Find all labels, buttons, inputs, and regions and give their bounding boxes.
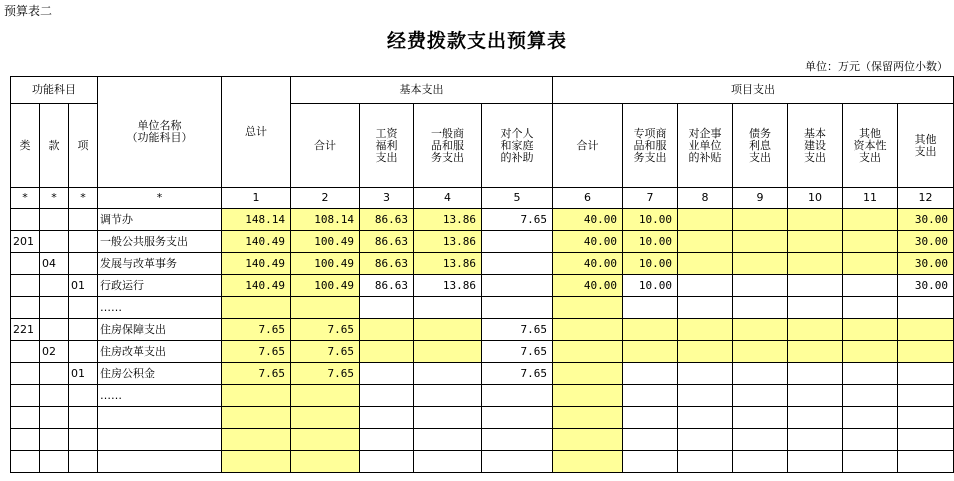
- unit-name-cell: 住房改革支出: [98, 341, 222, 363]
- goods-services-cell: 13.86: [414, 275, 482, 297]
- unit-name-cell: 发展与改革事务: [98, 253, 222, 275]
- header-xiang: 项: [69, 104, 98, 188]
- special-goods-cell: 10.00: [623, 253, 678, 275]
- column-index-cell: 8: [678, 188, 733, 209]
- enterprise-subsidy-cell: [678, 407, 733, 429]
- kuan-cell: [40, 363, 69, 385]
- project-total-cell: [553, 429, 623, 451]
- personal-subsidy-cell: [482, 451, 553, 473]
- column-index-cell: 5: [482, 188, 553, 209]
- special-goods-cell: [623, 451, 678, 473]
- construction-cell: [788, 231, 843, 253]
- other-expense-cell: [898, 385, 954, 407]
- personal-subsidy-cell: [482, 231, 553, 253]
- construction-cell: [788, 407, 843, 429]
- xiang-cell: 01: [69, 363, 98, 385]
- kuan-cell: [40, 297, 69, 319]
- header-basic-col: 一般商 品和服 务支出: [414, 104, 482, 188]
- other-expense-cell: [898, 429, 954, 451]
- kuan-cell: [40, 429, 69, 451]
- personal-subsidy-cell: [482, 429, 553, 451]
- column-index-cell: 3: [360, 188, 414, 209]
- header-func-subject: 功能科目: [11, 77, 98, 104]
- enterprise-subsidy-cell: [678, 451, 733, 473]
- unit-name-cell: [98, 451, 222, 473]
- goods-services-cell: 13.86: [414, 253, 482, 275]
- project-total-cell: 40.00: [553, 209, 623, 231]
- kuan-cell: 04: [40, 253, 69, 275]
- other-capital-cell: [843, 363, 898, 385]
- basic-total-cell: [291, 385, 360, 407]
- construction-cell: [788, 209, 843, 231]
- unit-name-cell: 住房保障支出: [98, 319, 222, 341]
- basic-total-cell: 100.49: [291, 253, 360, 275]
- other-capital-cell: [843, 319, 898, 341]
- special-goods-cell: 10.00: [623, 209, 678, 231]
- personal-subsidy-cell: [482, 297, 553, 319]
- column-index-cell: 11: [843, 188, 898, 209]
- debt-interest-cell: [733, 231, 788, 253]
- table-row: [11, 275, 954, 297]
- basic-total-cell: 7.65: [291, 319, 360, 341]
- personal-subsidy-cell: 7.65: [482, 209, 553, 231]
- xiang-cell: [69, 385, 98, 407]
- project-total-cell: [553, 407, 623, 429]
- xiang-cell: [69, 341, 98, 363]
- personal-subsidy-cell: [482, 407, 553, 429]
- personal-subsidy-cell: [482, 385, 553, 407]
- table-row: [11, 341, 954, 363]
- column-index-cell: 2: [291, 188, 360, 209]
- table-row: [11, 209, 954, 231]
- goods-services-cell: [414, 341, 482, 363]
- construction-cell: [788, 297, 843, 319]
- special-goods-cell: [623, 363, 678, 385]
- debt-interest-cell: [733, 209, 788, 231]
- kuan-cell: [40, 451, 69, 473]
- kuan-cell: [40, 209, 69, 231]
- column-index-cell: 1: [222, 188, 291, 209]
- salary-cell: 86.63: [360, 209, 414, 231]
- goods-services-cell: [414, 451, 482, 473]
- total-cell: [222, 297, 291, 319]
- special-goods-cell: 10.00: [623, 275, 678, 297]
- unit-name-cell: 住房公积金: [98, 363, 222, 385]
- column-index-cell: *: [98, 188, 222, 209]
- other-capital-cell: [843, 429, 898, 451]
- header-project-col: 对企事 业单位 的补贴: [678, 104, 733, 188]
- xiang-cell: [69, 297, 98, 319]
- enterprise-subsidy-cell: [678, 275, 733, 297]
- goods-services-cell: [414, 407, 482, 429]
- salary-cell: [360, 341, 414, 363]
- construction-cell: [788, 319, 843, 341]
- special-goods-cell: 10.00: [623, 231, 678, 253]
- debt-interest-cell: [733, 253, 788, 275]
- construction-cell: [788, 253, 843, 275]
- header-total: 总计: [222, 77, 291, 188]
- other-capital-cell: [843, 451, 898, 473]
- table-row: [11, 319, 954, 341]
- lei-cell: [11, 275, 40, 297]
- goods-services-cell: [414, 385, 482, 407]
- xiang-cell: [69, 253, 98, 275]
- kuan-cell: [40, 385, 69, 407]
- kuan-cell: 02: [40, 341, 69, 363]
- goods-services-cell: [414, 429, 482, 451]
- enterprise-subsidy-cell: [678, 429, 733, 451]
- project-total-cell: [553, 451, 623, 473]
- other-capital-cell: [843, 209, 898, 231]
- header-project-col: 合计: [553, 104, 623, 188]
- kuan-cell: [40, 407, 69, 429]
- basic-total-cell: [291, 451, 360, 473]
- budget-table: [10, 76, 954, 473]
- salary-cell: [360, 385, 414, 407]
- xiang-cell: [69, 451, 98, 473]
- debt-interest-cell: [733, 297, 788, 319]
- xiang-cell: [69, 231, 98, 253]
- header-project-col: 其他 支出: [898, 104, 954, 188]
- table-row: [11, 297, 954, 319]
- total-cell: [222, 451, 291, 473]
- xiang-cell: 01: [69, 275, 98, 297]
- basic-total-cell: [291, 297, 360, 319]
- enterprise-subsidy-cell: [678, 319, 733, 341]
- kuan-cell: [40, 275, 69, 297]
- debt-interest-cell: [733, 319, 788, 341]
- project-total-cell: 40.00: [553, 231, 623, 253]
- other-capital-cell: [843, 275, 898, 297]
- header-project-col: 基本 建设 支出: [788, 104, 843, 188]
- kuan-cell: [40, 231, 69, 253]
- lei-cell: 201: [11, 231, 40, 253]
- header-unit-name: 单位名称 （功能科目）: [98, 77, 222, 188]
- goods-services-cell: 13.86: [414, 209, 482, 231]
- construction-cell: [788, 363, 843, 385]
- header-project-col: 债务 利息 支出: [733, 104, 788, 188]
- header-basic: 基本支出: [291, 77, 553, 104]
- special-goods-cell: [623, 319, 678, 341]
- other-capital-cell: [843, 341, 898, 363]
- special-goods-cell: [623, 429, 678, 451]
- lei-cell: [11, 297, 40, 319]
- unit-name-cell: 行政运行: [98, 275, 222, 297]
- debt-interest-cell: [733, 275, 788, 297]
- header-basic-col: 工资 福利 支出: [360, 104, 414, 188]
- salary-cell: [360, 363, 414, 385]
- project-total-cell: [553, 341, 623, 363]
- enterprise-subsidy-cell: [678, 253, 733, 275]
- enterprise-subsidy-cell: [678, 231, 733, 253]
- lei-cell: [11, 209, 40, 231]
- column-index-cell: 9: [733, 188, 788, 209]
- enterprise-subsidy-cell: [678, 363, 733, 385]
- header-kuan: 款: [40, 104, 69, 188]
- basic-total-cell: 7.65: [291, 341, 360, 363]
- column-index-cell: *: [11, 188, 40, 209]
- enterprise-subsidy-cell: [678, 209, 733, 231]
- personal-subsidy-cell: 7.65: [482, 319, 553, 341]
- total-cell: 148.14: [222, 209, 291, 231]
- basic-total-cell: [291, 429, 360, 451]
- unit-name-cell: 调节办: [98, 209, 222, 231]
- lei-cell: [11, 253, 40, 275]
- header-project-col: 其他 资本性 支出: [843, 104, 898, 188]
- lei-cell: [11, 385, 40, 407]
- goods-services-cell: [414, 297, 482, 319]
- total-cell: 7.65: [222, 319, 291, 341]
- xiang-cell: [69, 407, 98, 429]
- document-label: 预算表二: [4, 4, 53, 18]
- column-index-cell: *: [69, 188, 98, 209]
- total-cell: 140.49: [222, 231, 291, 253]
- total-cell: 7.65: [222, 341, 291, 363]
- basic-total-cell: 100.49: [291, 275, 360, 297]
- salary-cell: 86.63: [360, 231, 414, 253]
- basic-total-cell: [291, 407, 360, 429]
- column-index-cell: 6: [553, 188, 623, 209]
- debt-interest-cell: [733, 407, 788, 429]
- other-capital-cell: [843, 297, 898, 319]
- lei-cell: [11, 407, 40, 429]
- table-row: [11, 429, 954, 451]
- unit-name-cell: [98, 429, 222, 451]
- special-goods-cell: [623, 297, 678, 319]
- header-basic-col: 对个人 和家庭 的补助: [482, 104, 553, 188]
- salary-cell: [360, 297, 414, 319]
- other-capital-cell: [843, 253, 898, 275]
- salary-cell: [360, 407, 414, 429]
- header-lei: 类: [11, 104, 40, 188]
- other-expense-cell: [898, 341, 954, 363]
- page-title: 经费拨款支出预算表: [386, 30, 567, 52]
- header-project-col: 专项商 品和服 务支出: [623, 104, 678, 188]
- xiang-cell: [69, 429, 98, 451]
- other-capital-cell: [843, 407, 898, 429]
- total-cell: [222, 429, 291, 451]
- salary-cell: [360, 451, 414, 473]
- kuan-cell: [40, 319, 69, 341]
- project-total-cell: [553, 319, 623, 341]
- table-row: [11, 231, 954, 253]
- project-total-cell: 40.00: [553, 275, 623, 297]
- header-basic-col: 合计: [291, 104, 360, 188]
- personal-subsidy-cell: 7.65: [482, 363, 553, 385]
- other-expense-cell: 30.00: [898, 275, 954, 297]
- column-index-cell: *: [40, 188, 69, 209]
- debt-interest-cell: [733, 385, 788, 407]
- total-cell: [222, 385, 291, 407]
- construction-cell: [788, 385, 843, 407]
- other-capital-cell: [843, 385, 898, 407]
- unit-name-cell: 一般公共服务支出: [98, 231, 222, 253]
- personal-subsidy-cell: [482, 253, 553, 275]
- construction-cell: [788, 429, 843, 451]
- table-row: [11, 451, 954, 473]
- basic-total-cell: 7.65: [291, 363, 360, 385]
- table-row: [11, 385, 954, 407]
- other-expense-cell: [898, 363, 954, 385]
- total-cell: 7.65: [222, 363, 291, 385]
- table-row: [11, 363, 954, 385]
- unit-name-cell: [98, 407, 222, 429]
- debt-interest-cell: [733, 341, 788, 363]
- construction-cell: [788, 341, 843, 363]
- column-index-cell: 4: [414, 188, 482, 209]
- goods-services-cell: 13.86: [414, 231, 482, 253]
- salary-cell: [360, 319, 414, 341]
- table-row: [11, 407, 954, 429]
- other-expense-cell: 30.00: [898, 253, 954, 275]
- other-capital-cell: [843, 231, 898, 253]
- enterprise-subsidy-cell: [678, 297, 733, 319]
- column-index-cell: 10: [788, 188, 843, 209]
- goods-services-cell: [414, 319, 482, 341]
- enterprise-subsidy-cell: [678, 341, 733, 363]
- basic-total-cell: 108.14: [291, 209, 360, 231]
- lei-cell: 221: [11, 319, 40, 341]
- construction-cell: [788, 275, 843, 297]
- other-expense-cell: [898, 319, 954, 341]
- debt-interest-cell: [733, 429, 788, 451]
- special-goods-cell: [623, 385, 678, 407]
- other-expense-cell: 30.00: [898, 231, 954, 253]
- salary-cell: 86.63: [360, 253, 414, 275]
- table-row: [11, 253, 954, 275]
- special-goods-cell: [623, 341, 678, 363]
- salary-cell: [360, 429, 414, 451]
- goods-services-cell: [414, 363, 482, 385]
- project-total-cell: [553, 385, 623, 407]
- other-expense-cell: 30.00: [898, 209, 954, 231]
- lei-cell: [11, 451, 40, 473]
- lei-cell: [11, 429, 40, 451]
- enterprise-subsidy-cell: [678, 385, 733, 407]
- column-index-cell: 12: [898, 188, 954, 209]
- total-cell: [222, 407, 291, 429]
- xiang-cell: [69, 209, 98, 231]
- other-expense-cell: [898, 451, 954, 473]
- basic-total-cell: 100.49: [291, 231, 360, 253]
- personal-subsidy-cell: 7.65: [482, 341, 553, 363]
- special-goods-cell: [623, 407, 678, 429]
- debt-interest-cell: [733, 363, 788, 385]
- other-expense-cell: [898, 407, 954, 429]
- project-total-cell: 40.00: [553, 253, 623, 275]
- column-index-cell: 7: [623, 188, 678, 209]
- construction-cell: [788, 451, 843, 473]
- xiang-cell: [69, 319, 98, 341]
- project-total-cell: [553, 297, 623, 319]
- total-cell: 140.49: [222, 253, 291, 275]
- lei-cell: [11, 363, 40, 385]
- unit-name-cell: ……: [98, 385, 222, 407]
- lei-cell: [11, 341, 40, 363]
- personal-subsidy-cell: [482, 275, 553, 297]
- unit-note: 单位：万元（保留两位小数）: [805, 60, 948, 73]
- header-project: 项目支出: [553, 77, 954, 104]
- total-cell: 140.49: [222, 275, 291, 297]
- debt-interest-cell: [733, 451, 788, 473]
- project-total-cell: [553, 363, 623, 385]
- other-expense-cell: [898, 297, 954, 319]
- salary-cell: 86.63: [360, 275, 414, 297]
- unit-name-cell: ……: [98, 297, 222, 319]
